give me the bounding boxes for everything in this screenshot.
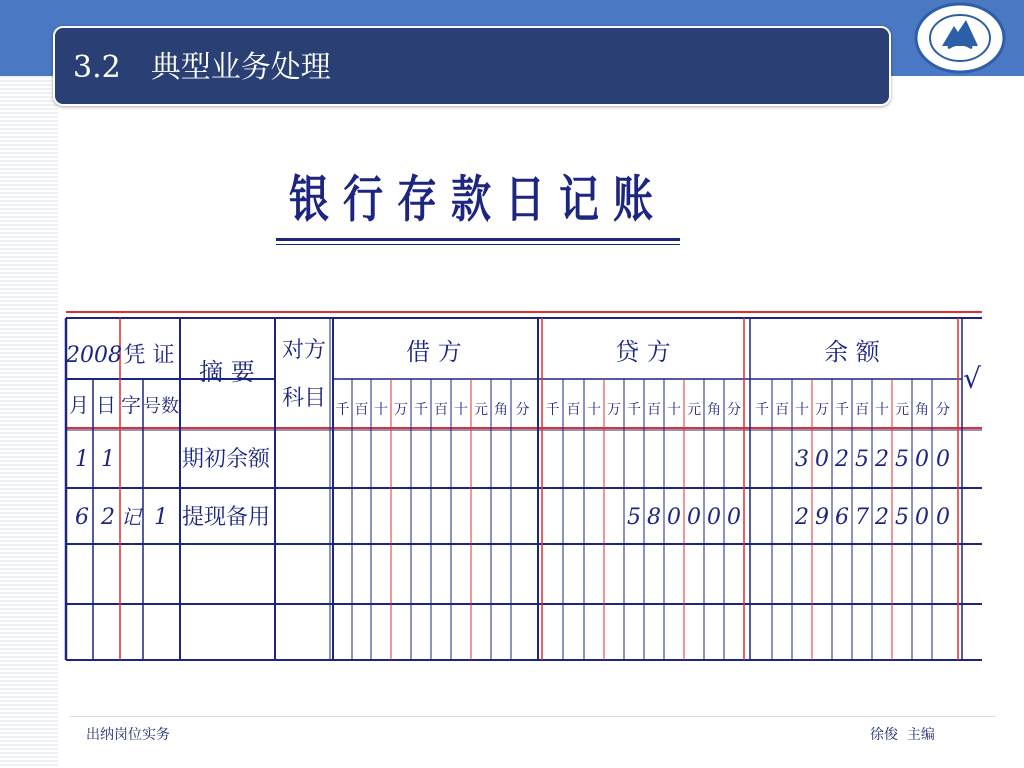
balance-unit-label: 十 xyxy=(795,402,809,418)
balance-unit-label: 角 xyxy=(915,402,929,418)
row-balance-digit: 0 xyxy=(936,447,950,472)
row-month: 1 xyxy=(75,447,89,472)
row-credit-digit: 0 xyxy=(707,505,721,530)
balance-unit-label: 百 xyxy=(855,402,869,418)
credit-unit-label: 千 xyxy=(545,402,560,418)
header-account-1: 对方 xyxy=(281,338,327,363)
debit-unit-label: 百 xyxy=(434,402,448,418)
footer-course: 出纳岗位实务 xyxy=(86,727,170,743)
balance-unit-label: 百 xyxy=(775,402,789,418)
ledger-title: 银行存款日记账 xyxy=(289,171,667,229)
credit-unit-label: 元 xyxy=(687,402,701,418)
row-vnum: 1 xyxy=(154,505,168,530)
header-debit: 借 方 xyxy=(406,338,462,366)
header-check: √ xyxy=(963,362,981,395)
header-day: 日 xyxy=(96,393,116,417)
credit-unit-label: 分 xyxy=(727,402,741,418)
row-credit-digit: 8 xyxy=(647,505,661,530)
credit-unit-label: 十 xyxy=(667,402,681,418)
row-summary: 提现备用 xyxy=(181,505,271,530)
header-summary: 摘 要 xyxy=(199,358,255,386)
balance-unit-label: 千 xyxy=(755,402,769,418)
row-balance-digit: 5 xyxy=(855,447,869,472)
row-balance-digit: 5 xyxy=(895,505,909,530)
balance-unit-label: 元 xyxy=(895,402,909,418)
balance-unit-label: 千 xyxy=(835,402,849,418)
row-balance-digit: 2 xyxy=(835,447,849,472)
row-month: 6 xyxy=(75,505,89,530)
row-balance-digit: 7 xyxy=(855,505,869,530)
row-vtype: 记 xyxy=(121,505,141,529)
credit-unit-label: 万 xyxy=(607,402,621,418)
row-day: 1 xyxy=(101,447,115,472)
header-voucher: 凭 证 xyxy=(123,343,175,368)
debit-unit-label: 分 xyxy=(515,402,530,418)
row-balance-digit: 2 xyxy=(875,505,889,530)
balance-unit-label: 十 xyxy=(875,402,889,418)
row-balance-digit: 0 xyxy=(936,505,950,530)
credit-unit-label: 角 xyxy=(707,402,721,418)
header-year: 2008 xyxy=(66,343,122,368)
row-balance-digit: 3 xyxy=(795,447,809,472)
row-balance-digit: 9 xyxy=(815,505,829,530)
header-month: 月 xyxy=(69,393,89,417)
row-summary: 期初余额 xyxy=(181,447,271,472)
row-balance-digit: 2 xyxy=(795,505,809,530)
row-credit-digit: 0 xyxy=(687,505,701,530)
footer-author: 徐俊 主编 xyxy=(870,727,935,743)
debit-unit-label: 十 xyxy=(374,402,388,418)
debit-unit-label: 十 xyxy=(454,402,468,418)
debit-unit-label: 千 xyxy=(414,402,428,418)
debit-unit-label: 百 xyxy=(354,402,369,418)
header-balance: 余 额 xyxy=(824,338,880,366)
balance-unit-label: 万 xyxy=(815,402,829,418)
credit-unit-label: 百 xyxy=(647,402,661,418)
credit-unit-label: 十 xyxy=(587,402,601,418)
credit-unit-label: 千 xyxy=(627,402,641,418)
slide-title: 3.2 典型业务处理 xyxy=(73,50,331,85)
footer-divider xyxy=(70,716,996,717)
debit-unit-label: 角 xyxy=(494,402,508,418)
header-vnum: 号数 xyxy=(143,396,179,417)
row-credit-digit: 5 xyxy=(627,505,641,530)
row-day: 2 xyxy=(101,505,115,530)
header-credit: 贷 方 xyxy=(615,338,671,366)
row-credit-digit: 0 xyxy=(667,505,681,530)
row-balance-digit: 6 xyxy=(835,505,849,530)
row-balance-digit: 0 xyxy=(815,447,829,472)
balance-unit-label: 分 xyxy=(936,402,950,418)
row-balance-digit: 0 xyxy=(915,447,929,472)
row-balance-digit: 2 xyxy=(875,447,889,472)
credit-unit-label: 百 xyxy=(566,402,581,418)
debit-unit-label: 千 xyxy=(335,402,350,418)
header-account-2: 科目 xyxy=(281,386,327,411)
row-credit-digit: 0 xyxy=(727,505,741,530)
row-balance-digit: 5 xyxy=(895,447,909,472)
debit-unit-label: 元 xyxy=(474,402,488,418)
debit-unit-label: 万 xyxy=(394,402,408,418)
row-balance-digit: 0 xyxy=(915,505,929,530)
header-vtype: 字 xyxy=(121,393,141,417)
